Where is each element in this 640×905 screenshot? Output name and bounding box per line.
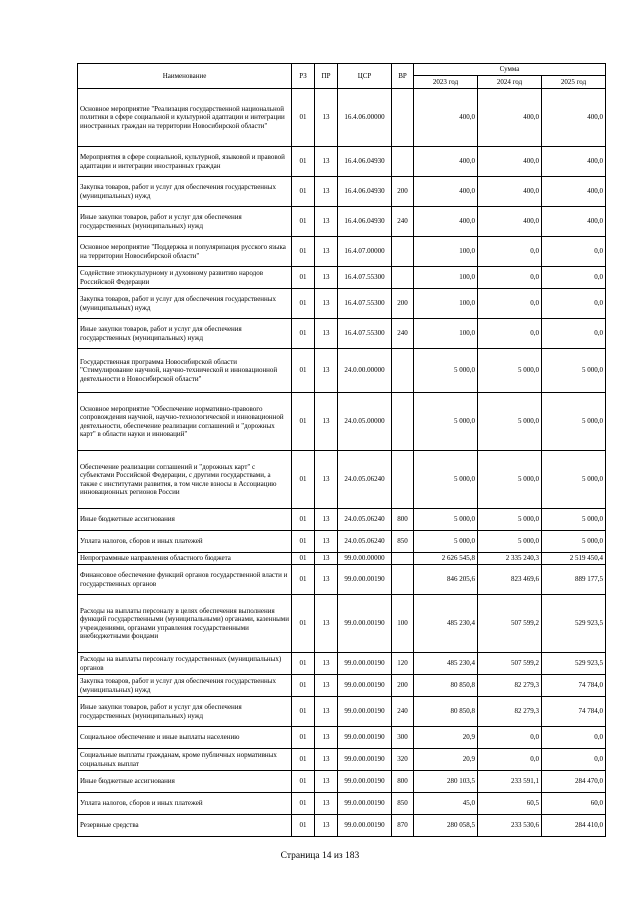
row-pr: 13: [315, 675, 338, 697]
row-pr: 13: [315, 207, 338, 237]
table-row: [78, 793, 606, 815]
row-vr: 300: [392, 727, 414, 749]
row-2023: 45,0: [414, 793, 478, 815]
row-rz: 01: [292, 675, 315, 697]
row-csr: 16.4.06.04930: [338, 207, 392, 237]
row-vr: [392, 393, 414, 451]
table-row: [78, 697, 606, 727]
row-vr: [392, 349, 414, 393]
row-2024: 5 000,0: [478, 531, 542, 553]
row-pr: 13: [315, 509, 338, 531]
header-sum: Сумма: [414, 64, 606, 76]
row-csr: 16.4.07.55300: [338, 267, 392, 289]
table-row: [78, 509, 606, 531]
row-name: Содействие этнокультурному и духовному развитию народов Российской Федерации: [78, 267, 292, 289]
row-2025: 284 410,0: [542, 815, 606, 837]
table-body: [78, 89, 606, 837]
row-vr: 320: [392, 749, 414, 771]
row-2025: 5 000,0: [542, 349, 606, 393]
row-2024: 0,0: [478, 237, 542, 267]
row-pr: 13: [315, 697, 338, 727]
row-2025: 74 784,0: [542, 697, 606, 727]
row-2023: 5 000,0: [414, 393, 478, 451]
row-vr: [392, 147, 414, 177]
row-2023: 20,9: [414, 749, 478, 771]
row-name: Непрограммные направления областного бюджета: [78, 553, 292, 565]
row-2025: 5 000,0: [542, 393, 606, 451]
row-2023: 80 850,8: [414, 697, 478, 727]
row-pr: 13: [315, 595, 338, 653]
budget-table: [77, 63, 606, 837]
row-csr: 16.4.06.00000: [338, 89, 392, 147]
table-row: [78, 319, 606, 349]
row-pr: 13: [315, 653, 338, 675]
row-rz: 01: [292, 393, 315, 451]
row-csr: 99.0.00.00190: [338, 749, 392, 771]
row-name: Обеспечение реализации соглашений и "дорожных карт" с субъектами Российской Федерации, с другими государствами, а также с институтами развития, в том числе взносы в Ассоциацию инновационных регионов России: [78, 451, 292, 509]
row-2024: 60,5: [478, 793, 542, 815]
row-2025: 0,0: [542, 319, 606, 349]
row-vr: 870: [392, 815, 414, 837]
row-csr: 16.4.06.04930: [338, 177, 392, 207]
row-csr: 16.4.07.00000: [338, 237, 392, 267]
row-csr: 99.0.00.00000: [338, 553, 392, 565]
row-pr: 13: [315, 349, 338, 393]
row-rz: 01: [292, 553, 315, 565]
row-vr: 120: [392, 653, 414, 675]
table-row: [78, 89, 606, 147]
row-2024: 233 591,1: [478, 771, 542, 793]
row-name: Резервные средства: [78, 815, 292, 837]
row-rz: 01: [292, 565, 315, 595]
row-vr: [392, 237, 414, 267]
row-2023: 400,0: [414, 147, 478, 177]
row-2024: 0,0: [478, 749, 542, 771]
row-2025: 400,0: [542, 89, 606, 147]
row-2025: 284 470,0: [542, 771, 606, 793]
row-pr: 13: [315, 749, 338, 771]
row-vr: 240: [392, 319, 414, 349]
row-rz: 01: [292, 697, 315, 727]
table-row: [78, 267, 606, 289]
row-rz: 01: [292, 595, 315, 653]
table-row: [78, 553, 606, 565]
row-rz: 01: [292, 147, 315, 177]
row-rz: 01: [292, 349, 315, 393]
row-2023: 80 850,8: [414, 675, 478, 697]
table-row: [78, 749, 606, 771]
row-2024: 5 000,0: [478, 393, 542, 451]
row-name: Расходы на выплаты персоналу в целях обеспечения выполнения функций государственными (муниципальными) органами, казенными учреждениями, органами управления государственными внебюджетными фондами: [78, 595, 292, 653]
row-name: Иные бюджетные ассигнования: [78, 771, 292, 793]
row-vr: 800: [392, 509, 414, 531]
row-2024: 400,0: [478, 89, 542, 147]
row-2023: 400,0: [414, 89, 478, 147]
page-footer: Страница 14 из 183: [280, 851, 360, 861]
row-2025: 2 519 450,4: [542, 553, 606, 565]
row-2023: 485 230,4: [414, 653, 478, 675]
row-name: Иные закупки товаров, работ и услуг для обеспечения государственных (муниципальных) нужд: [78, 207, 292, 237]
row-csr: 99.0.00.00190: [338, 793, 392, 815]
row-rz: 01: [292, 749, 315, 771]
row-name: Государственная программа Новосибирской области "Стимулирование научной, научно-технической и инновационной деятельности в Новосибирской области": [78, 349, 292, 393]
header-year-2025: 2025 год: [542, 76, 606, 89]
row-pr: 13: [315, 237, 338, 267]
table-row: [78, 815, 606, 837]
row-rz: 01: [292, 319, 315, 349]
row-2025: 529 923,5: [542, 595, 606, 653]
row-vr: [392, 267, 414, 289]
row-2023: 100,0: [414, 237, 478, 267]
row-2025: 0,0: [542, 749, 606, 771]
row-2024: 5 000,0: [478, 349, 542, 393]
row-name: Мероприятия в сфере социальной, культурной, языковой и правовой адаптации и интеграции иностранных граждан: [78, 147, 292, 177]
row-name: Закупка товаров, работ и услуг для обеспечения государственных (муниципальных) нужд: [78, 177, 292, 207]
table-row: [78, 207, 606, 237]
row-2023: 5 000,0: [414, 509, 478, 531]
row-rz: 01: [292, 267, 315, 289]
table-row: [78, 147, 606, 177]
row-pr: 13: [315, 771, 338, 793]
row-2025: 0,0: [542, 267, 606, 289]
table-row: [78, 531, 606, 553]
row-2025: 0,0: [542, 237, 606, 267]
row-pr: 13: [315, 147, 338, 177]
row-pr: 13: [315, 289, 338, 319]
row-name: Иные закупки товаров, работ и услуг для обеспечения государственных (муниципальных) нужд: [78, 697, 292, 727]
header-year-2023: 2023 год: [414, 76, 478, 89]
row-2023: 20,9: [414, 727, 478, 749]
row-pr: 13: [315, 267, 338, 289]
row-vr: 800: [392, 771, 414, 793]
table-row: [78, 653, 606, 675]
row-2024: 0,0: [478, 319, 542, 349]
row-2023: 100,0: [414, 267, 478, 289]
row-2024: 5 000,0: [478, 451, 542, 509]
row-2023: 280 058,5: [414, 815, 478, 837]
row-csr: 24.0.05.06240: [338, 451, 392, 509]
row-rz: 01: [292, 793, 315, 815]
row-2025: 529 923,5: [542, 653, 606, 675]
row-vr: 240: [392, 697, 414, 727]
row-pr: 13: [315, 89, 338, 147]
row-pr: 13: [315, 553, 338, 565]
table-row: [78, 727, 606, 749]
row-2025: 889 177,5: [542, 565, 606, 595]
row-vr: [392, 565, 414, 595]
row-2023: 846 205,6: [414, 565, 478, 595]
row-csr: 24.0.05.06240: [338, 531, 392, 553]
row-2024: 233 530,6: [478, 815, 542, 837]
row-pr: 13: [315, 727, 338, 749]
table-row: [78, 565, 606, 595]
row-name: Основное мероприятие "Обеспечение нормативно-правового сопровождения научной, научно-технологической и инновационной деятельности, обеспечение реализации соглашений и "дорожных карт" в области науки и инноваций": [78, 393, 292, 451]
row-name: Социальные выплаты гражданам, кроме публичных нормативных социальных выплат: [78, 749, 292, 771]
table-row: [78, 595, 606, 653]
row-csr: 99.0.00.00190: [338, 565, 392, 595]
row-rz: 01: [292, 815, 315, 837]
row-2023: 2 626 545,8: [414, 553, 478, 565]
row-name: Основное мероприятие "Поддержка и популяризация русского языка на территории Новосибирской области": [78, 237, 292, 267]
row-2025: 400,0: [542, 177, 606, 207]
row-2025: 74 784,0: [542, 675, 606, 697]
row-vr: [392, 89, 414, 147]
row-2023: 280 103,5: [414, 771, 478, 793]
row-vr: 100: [392, 595, 414, 653]
header-year-2024: 2024 год: [478, 76, 542, 89]
row-vr: 200: [392, 289, 414, 319]
row-pr: 13: [315, 393, 338, 451]
row-2024: 0,0: [478, 267, 542, 289]
header-name: Наименование: [78, 64, 292, 89]
row-2024: 0,0: [478, 727, 542, 749]
row-2025: 0,0: [542, 727, 606, 749]
row-csr: 16.4.07.55300: [338, 289, 392, 319]
row-csr: 24.0.05.06240: [338, 509, 392, 531]
row-pr: 13: [315, 565, 338, 595]
row-2024: 507 599,2: [478, 653, 542, 675]
header-rz: РЗ: [292, 64, 315, 89]
row-name: Финансовое обеспечение функций органов государственной власти и государственных органов: [78, 565, 292, 595]
row-rz: 01: [292, 177, 315, 207]
row-vr: 200: [392, 675, 414, 697]
row-vr: [392, 451, 414, 509]
row-rz: 01: [292, 89, 315, 147]
row-name: Уплата налогов, сборов и иных платежей: [78, 531, 292, 553]
row-vr: [392, 553, 414, 565]
row-rz: 01: [292, 509, 315, 531]
row-2024: 400,0: [478, 147, 542, 177]
row-2024: 507 599,2: [478, 595, 542, 653]
row-name: Расходы на выплаты персоналу государственных (муниципальных) органов: [78, 653, 292, 675]
row-rz: 01: [292, 237, 315, 267]
row-pr: 13: [315, 531, 338, 553]
row-name: Основное мероприятие "Реализация государственной национальной политики в сфере социальной и культурной адаптации и интеграции иностранных граждан на территории Новосибирской области": [78, 89, 292, 147]
row-csr: 99.0.00.00190: [338, 727, 392, 749]
header-pr: ПР: [315, 64, 338, 89]
header-vr: ВР: [392, 64, 414, 89]
row-name: Закупка товаров, работ и услуг для обеспечения государственных (муниципальных) нужд: [78, 675, 292, 697]
row-name: Уплата налогов, сборов и иных платежей: [78, 793, 292, 815]
table-row: [78, 675, 606, 697]
row-2023: 400,0: [414, 177, 478, 207]
row-rz: 01: [292, 451, 315, 509]
row-2024: 82 279,3: [478, 675, 542, 697]
header-csr: ЦСР: [338, 64, 392, 89]
table-row: [78, 177, 606, 207]
table-header: [78, 64, 606, 89]
row-2023: 5 000,0: [414, 349, 478, 393]
row-rz: 01: [292, 207, 315, 237]
row-vr: 200: [392, 177, 414, 207]
row-vr: 850: [392, 531, 414, 553]
table-row: [78, 771, 606, 793]
row-2024: 823 469,6: [478, 565, 542, 595]
row-2023: 5 000,0: [414, 531, 478, 553]
row-vr: 850: [392, 793, 414, 815]
row-2025: 60,0: [542, 793, 606, 815]
row-rz: 01: [292, 531, 315, 553]
row-csr: 99.0.00.00190: [338, 771, 392, 793]
row-rz: 01: [292, 771, 315, 793]
row-2023: 100,0: [414, 319, 478, 349]
row-2025: 5 000,0: [542, 531, 606, 553]
row-pr: 13: [315, 815, 338, 837]
row-2025: 5 000,0: [542, 451, 606, 509]
row-name: Закупка товаров, работ и услуг для обеспечения государственных (муниципальных) нужд: [78, 289, 292, 319]
row-csr: 99.0.00.00190: [338, 815, 392, 837]
row-csr: 99.0.00.00190: [338, 697, 392, 727]
row-pr: 13: [315, 177, 338, 207]
row-2025: 0,0: [542, 289, 606, 319]
row-2025: 400,0: [542, 207, 606, 237]
row-2025: 5 000,0: [542, 509, 606, 531]
row-2023: 400,0: [414, 207, 478, 237]
row-rz: 01: [292, 727, 315, 749]
table-row: [78, 451, 606, 509]
table-row: [78, 237, 606, 267]
row-csr: 24.0.05.00000: [338, 393, 392, 451]
row-2024: 82 279,3: [478, 697, 542, 727]
row-pr: 13: [315, 319, 338, 349]
row-2023: 100,0: [414, 289, 478, 319]
row-csr: 16.4.06.04930: [338, 147, 392, 177]
row-csr: 99.0.00.00190: [338, 595, 392, 653]
row-csr: 99.0.00.00190: [338, 675, 392, 697]
row-2024: 0,0: [478, 289, 542, 319]
table-row: [78, 289, 606, 319]
table-row: [78, 393, 606, 451]
row-2024: 400,0: [478, 207, 542, 237]
row-rz: 01: [292, 653, 315, 675]
row-pr: 13: [315, 793, 338, 815]
row-vr: 240: [392, 207, 414, 237]
table-row: [78, 349, 606, 393]
row-2024: 5 000,0: [478, 509, 542, 531]
row-rz: 01: [292, 289, 315, 319]
row-name: Социальное обеспечение и иные выплаты населению: [78, 727, 292, 749]
row-2024: 2 335 240,3: [478, 553, 542, 565]
row-2025: 400,0: [542, 147, 606, 177]
row-2023: 5 000,0: [414, 451, 478, 509]
row-csr: 99.0.00.00190: [338, 653, 392, 675]
row-2023: 485 230,4: [414, 595, 478, 653]
row-name: Иные закупки товаров, работ и услуг для обеспечения государственных (муниципальных) нужд: [78, 319, 292, 349]
row-csr: 24.0.00.00000: [338, 349, 392, 393]
row-pr: 13: [315, 451, 338, 509]
row-name: Иные бюджетные ассигнования: [78, 509, 292, 531]
row-csr: 16.4.07.55300: [338, 319, 392, 349]
row-2024: 400,0: [478, 177, 542, 207]
